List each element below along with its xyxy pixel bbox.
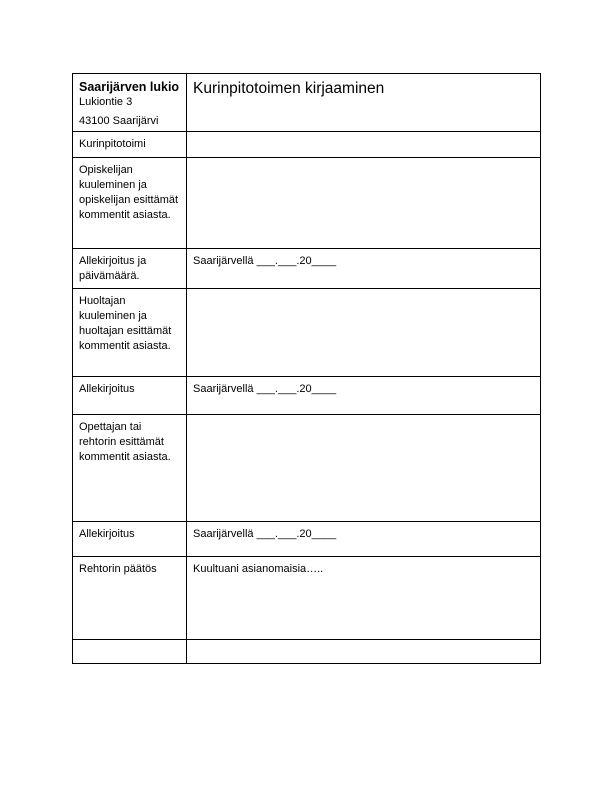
form-title: Kurinpitotoimen kirjaaminen (193, 80, 385, 97)
row-label: Kurinpitotoimi (73, 132, 187, 158)
disciplinary-form-table (72, 73, 541, 664)
row-label: Opiskelijan kuuleminen ja opiskelijan esittämät kommentit asiasta. (73, 158, 187, 249)
row-opettajan-kommentit (73, 415, 541, 522)
row-label: Rehtorin päätös (73, 557, 187, 640)
school-address-street: Lukiontie 3 (79, 96, 133, 108)
row-empty (73, 640, 541, 664)
row-allekirjoitus-opettaja (73, 522, 541, 557)
school-address-city: 43100 Saarijärvi (79, 115, 159, 127)
row-header (73, 74, 541, 132)
row-value-field (187, 640, 541, 664)
row-value-field (187, 289, 541, 377)
school-info-cell (73, 74, 187, 132)
row-label: Opettajan tai rehtorin esittämät kommentit asiasta. (73, 415, 187, 522)
school-name: Saarijärven lukio (79, 80, 180, 94)
row-rehtorin-paatos (73, 557, 541, 640)
row-label: Allekirjoitus ja päivämäärä. (73, 249, 187, 289)
row-label: Huoltajan kuuleminen ja huoltajan esittämät kommentit asiasta. (73, 289, 187, 377)
row-huoltajan-kuuleminen (73, 289, 541, 377)
form-title-cell (187, 74, 541, 132)
row-kurinpitotoimi (73, 132, 541, 158)
row-allekirjoitus-huoltaja (73, 377, 541, 415)
row-label: Allekirjoitus (73, 377, 187, 415)
signature-date-line: Saarijärvellä ___.___.20____ (187, 249, 541, 289)
signature-date-line: Saarijärvellä ___.___.20____ (187, 377, 541, 415)
row-allekirjoitus-paivamaara (73, 249, 541, 289)
row-label: Allekirjoitus (73, 522, 187, 557)
row-value-field (187, 158, 541, 249)
row-opiskelijan-kuuleminen (73, 158, 541, 249)
row-value-field: Kuultuani asianomaisia….. (187, 557, 541, 640)
row-value-field (187, 415, 541, 522)
row-label (73, 640, 187, 664)
row-value-field (187, 132, 541, 158)
signature-date-line: Saarijärvellä ___.___.20____ (187, 522, 541, 557)
